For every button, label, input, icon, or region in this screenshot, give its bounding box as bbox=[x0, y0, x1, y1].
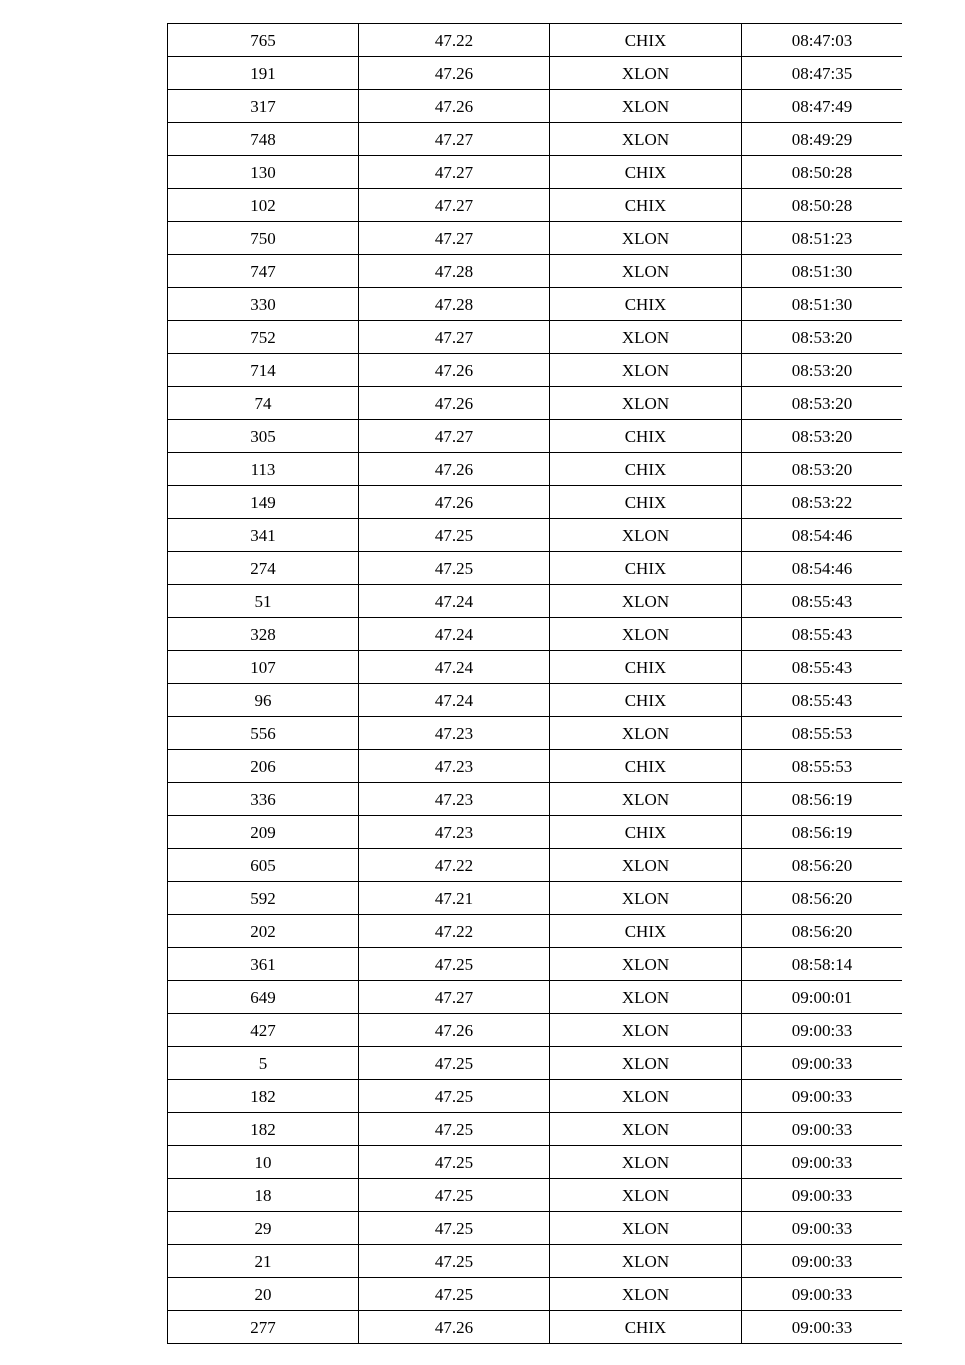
venue-cell: CHIX bbox=[550, 189, 742, 222]
price-cell: 47.28 bbox=[359, 288, 550, 321]
volume-cell: 336 bbox=[168, 783, 359, 816]
time-cell: 08:58:14 bbox=[742, 948, 903, 981]
volume-cell: 328 bbox=[168, 618, 359, 651]
venue-cell: XLON bbox=[550, 717, 742, 750]
time-cell: 08:47:03 bbox=[742, 24, 903, 57]
table-row bbox=[168, 684, 903, 717]
price-cell: 47.24 bbox=[359, 618, 550, 651]
table-row bbox=[168, 1311, 903, 1344]
time-cell: 09:00:33 bbox=[742, 1047, 903, 1080]
table-row bbox=[168, 387, 903, 420]
venue-cell: XLON bbox=[550, 354, 742, 387]
table-row bbox=[168, 1245, 903, 1278]
time-cell: 08:56:19 bbox=[742, 816, 903, 849]
volume-cell: 277 bbox=[168, 1311, 359, 1344]
volume-cell: 317 bbox=[168, 90, 359, 123]
price-cell: 47.23 bbox=[359, 816, 550, 849]
table-row bbox=[168, 156, 903, 189]
time-cell: 09:00:33 bbox=[742, 1212, 903, 1245]
table-row bbox=[168, 1047, 903, 1080]
price-cell: 47.26 bbox=[359, 1311, 550, 1344]
venue-cell: XLON bbox=[550, 1146, 742, 1179]
price-cell: 47.23 bbox=[359, 783, 550, 816]
price-cell: 47.27 bbox=[359, 222, 550, 255]
volume-cell: 592 bbox=[168, 882, 359, 915]
price-cell: 47.22 bbox=[359, 915, 550, 948]
price-cell: 47.25 bbox=[359, 948, 550, 981]
time-cell: 09:00:33 bbox=[742, 1080, 903, 1113]
table-row bbox=[168, 816, 903, 849]
venue-cell: XLON bbox=[550, 1278, 742, 1311]
time-cell: 09:00:33 bbox=[742, 1113, 903, 1146]
time-cell: 08:53:22 bbox=[742, 486, 903, 519]
venue-cell: XLON bbox=[550, 1014, 742, 1047]
venue-cell: CHIX bbox=[550, 288, 742, 321]
table-row bbox=[168, 552, 903, 585]
table-row bbox=[168, 321, 903, 354]
volume-cell: 29 bbox=[168, 1212, 359, 1245]
time-cell: 08:55:53 bbox=[742, 750, 903, 783]
volume-cell: 305 bbox=[168, 420, 359, 453]
time-cell: 08:51:23 bbox=[742, 222, 903, 255]
price-cell: 47.28 bbox=[359, 255, 550, 288]
price-cell: 47.27 bbox=[359, 189, 550, 222]
volume-cell: 5 bbox=[168, 1047, 359, 1080]
venue-cell: XLON bbox=[550, 90, 742, 123]
time-cell: 08:54:46 bbox=[742, 552, 903, 585]
table-row bbox=[168, 783, 903, 816]
volume-cell: 649 bbox=[168, 981, 359, 1014]
venue-cell: CHIX bbox=[550, 684, 742, 717]
venue-cell: XLON bbox=[550, 57, 742, 90]
venue-cell: CHIX bbox=[550, 420, 742, 453]
price-cell: 47.21 bbox=[359, 882, 550, 915]
table-row bbox=[168, 57, 903, 90]
time-cell: 09:00:01 bbox=[742, 981, 903, 1014]
volume-cell: 427 bbox=[168, 1014, 359, 1047]
venue-cell: CHIX bbox=[550, 156, 742, 189]
table-row bbox=[168, 453, 903, 486]
time-cell: 08:53:20 bbox=[742, 354, 903, 387]
venue-cell: XLON bbox=[550, 123, 742, 156]
volume-cell: 747 bbox=[168, 255, 359, 288]
price-cell: 47.26 bbox=[359, 1014, 550, 1047]
venue-cell: XLON bbox=[550, 585, 742, 618]
price-cell: 47.26 bbox=[359, 387, 550, 420]
time-cell: 08:55:43 bbox=[742, 618, 903, 651]
time-cell: 08:51:30 bbox=[742, 255, 903, 288]
venue-cell: XLON bbox=[550, 948, 742, 981]
volume-cell: 10 bbox=[168, 1146, 359, 1179]
volume-cell: 96 bbox=[168, 684, 359, 717]
table-row bbox=[168, 222, 903, 255]
venue-cell: XLON bbox=[550, 321, 742, 354]
venue-cell: CHIX bbox=[550, 486, 742, 519]
volume-cell: 107 bbox=[168, 651, 359, 684]
price-cell: 47.25 bbox=[359, 552, 550, 585]
table-row bbox=[168, 882, 903, 915]
venue-cell: XLON bbox=[550, 1047, 742, 1080]
price-cell: 47.25 bbox=[359, 1047, 550, 1080]
volume-cell: 102 bbox=[168, 189, 359, 222]
volume-cell: 605 bbox=[168, 849, 359, 882]
venue-cell: XLON bbox=[550, 1113, 742, 1146]
time-cell: 08:47:49 bbox=[742, 90, 903, 123]
table-row bbox=[168, 1179, 903, 1212]
venue-cell: XLON bbox=[550, 882, 742, 915]
table-row bbox=[168, 1080, 903, 1113]
table-row bbox=[168, 255, 903, 288]
price-cell: 47.25 bbox=[359, 1080, 550, 1113]
table-row bbox=[168, 1212, 903, 1245]
table-row bbox=[168, 486, 903, 519]
price-cell: 47.27 bbox=[359, 420, 550, 453]
time-cell: 08:51:30 bbox=[742, 288, 903, 321]
price-cell: 47.26 bbox=[359, 453, 550, 486]
venue-cell: XLON bbox=[550, 1080, 742, 1113]
time-cell: 09:00:33 bbox=[742, 1245, 903, 1278]
table-row bbox=[168, 1014, 903, 1047]
volume-cell: 113 bbox=[168, 453, 359, 486]
time-cell: 08:53:20 bbox=[742, 453, 903, 486]
volume-cell: 361 bbox=[168, 948, 359, 981]
price-cell: 47.23 bbox=[359, 717, 550, 750]
table-row bbox=[168, 519, 903, 552]
volume-cell: 556 bbox=[168, 717, 359, 750]
time-cell: 08:56:20 bbox=[742, 849, 903, 882]
price-cell: 47.23 bbox=[359, 750, 550, 783]
table-row bbox=[168, 849, 903, 882]
volume-cell: 714 bbox=[168, 354, 359, 387]
volume-cell: 274 bbox=[168, 552, 359, 585]
volume-cell: 20 bbox=[168, 1278, 359, 1311]
time-cell: 08:55:53 bbox=[742, 717, 903, 750]
venue-cell: CHIX bbox=[550, 453, 742, 486]
time-cell: 08:56:19 bbox=[742, 783, 903, 816]
time-cell: 08:53:20 bbox=[742, 420, 903, 453]
venue-cell: XLON bbox=[550, 1212, 742, 1245]
transactions-table-body bbox=[168, 24, 903, 1344]
time-cell: 08:50:28 bbox=[742, 156, 903, 189]
price-cell: 47.24 bbox=[359, 585, 550, 618]
volume-cell: 750 bbox=[168, 222, 359, 255]
table-row bbox=[168, 750, 903, 783]
venue-cell: XLON bbox=[550, 222, 742, 255]
table-row bbox=[168, 123, 903, 156]
time-cell: 08:50:28 bbox=[742, 189, 903, 222]
time-cell: 08:49:29 bbox=[742, 123, 903, 156]
transactions-table bbox=[167, 23, 902, 1344]
time-cell: 08:55:43 bbox=[742, 585, 903, 618]
venue-cell: XLON bbox=[550, 519, 742, 552]
volume-cell: 149 bbox=[168, 486, 359, 519]
venue-cell: CHIX bbox=[550, 915, 742, 948]
time-cell: 08:56:20 bbox=[742, 882, 903, 915]
price-cell: 47.25 bbox=[359, 1245, 550, 1278]
table-row bbox=[168, 354, 903, 387]
table-row bbox=[168, 24, 903, 57]
time-cell: 08:55:43 bbox=[742, 684, 903, 717]
venue-cell: XLON bbox=[550, 1179, 742, 1212]
volume-cell: 191 bbox=[168, 57, 359, 90]
volume-cell: 206 bbox=[168, 750, 359, 783]
price-cell: 47.25 bbox=[359, 1278, 550, 1311]
volume-cell: 51 bbox=[168, 585, 359, 618]
table-row bbox=[168, 90, 903, 123]
time-cell: 09:00:33 bbox=[742, 1146, 903, 1179]
price-cell: 47.24 bbox=[359, 684, 550, 717]
price-cell: 47.26 bbox=[359, 486, 550, 519]
venue-cell: XLON bbox=[550, 783, 742, 816]
time-cell: 09:00:33 bbox=[742, 1014, 903, 1047]
venue-cell: XLON bbox=[550, 387, 742, 420]
venue-cell: XLON bbox=[550, 1245, 742, 1278]
venue-cell: CHIX bbox=[550, 651, 742, 684]
time-cell: 08:55:43 bbox=[742, 651, 903, 684]
time-cell: 09:00:33 bbox=[742, 1179, 903, 1212]
venue-cell: CHIX bbox=[550, 816, 742, 849]
table-row bbox=[168, 915, 903, 948]
volume-cell: 74 bbox=[168, 387, 359, 420]
venue-cell: XLON bbox=[550, 981, 742, 1014]
price-cell: 47.24 bbox=[359, 651, 550, 684]
table-row bbox=[168, 1278, 903, 1311]
price-cell: 47.26 bbox=[359, 354, 550, 387]
price-cell: 47.26 bbox=[359, 90, 550, 123]
time-cell: 08:54:46 bbox=[742, 519, 903, 552]
table-row bbox=[168, 288, 903, 321]
price-cell: 47.25 bbox=[359, 1212, 550, 1245]
price-cell: 47.25 bbox=[359, 1179, 550, 1212]
volume-cell: 202 bbox=[168, 915, 359, 948]
venue-cell: XLON bbox=[550, 255, 742, 288]
volume-cell: 209 bbox=[168, 816, 359, 849]
table-row bbox=[168, 717, 903, 750]
price-cell: 47.27 bbox=[359, 123, 550, 156]
volume-cell: 748 bbox=[168, 123, 359, 156]
table-row bbox=[168, 189, 903, 222]
volume-cell: 18 bbox=[168, 1179, 359, 1212]
table-row bbox=[168, 585, 903, 618]
price-cell: 47.25 bbox=[359, 519, 550, 552]
price-cell: 47.27 bbox=[359, 981, 550, 1014]
venue-cell: CHIX bbox=[550, 24, 742, 57]
venue-cell: CHIX bbox=[550, 1311, 742, 1344]
time-cell: 09:00:33 bbox=[742, 1278, 903, 1311]
venue-cell: XLON bbox=[550, 849, 742, 882]
price-cell: 47.26 bbox=[359, 57, 550, 90]
table-row bbox=[168, 981, 903, 1014]
volume-cell: 752 bbox=[168, 321, 359, 354]
table-row bbox=[168, 651, 903, 684]
venue-cell: CHIX bbox=[550, 750, 742, 783]
price-cell: 47.22 bbox=[359, 24, 550, 57]
time-cell: 09:00:33 bbox=[742, 1311, 903, 1344]
table-row bbox=[168, 1146, 903, 1179]
time-cell: 08:47:35 bbox=[742, 57, 903, 90]
price-cell: 47.22 bbox=[359, 849, 550, 882]
price-cell: 47.25 bbox=[359, 1113, 550, 1146]
volume-cell: 182 bbox=[168, 1080, 359, 1113]
price-cell: 47.27 bbox=[359, 156, 550, 189]
time-cell: 08:53:20 bbox=[742, 321, 903, 354]
table-row bbox=[168, 618, 903, 651]
volume-cell: 130 bbox=[168, 156, 359, 189]
venue-cell: XLON bbox=[550, 618, 742, 651]
volume-cell: 21 bbox=[168, 1245, 359, 1278]
table-row bbox=[168, 948, 903, 981]
table-row bbox=[168, 1113, 903, 1146]
time-cell: 08:53:20 bbox=[742, 387, 903, 420]
price-cell: 47.27 bbox=[359, 321, 550, 354]
volume-cell: 330 bbox=[168, 288, 359, 321]
volume-cell: 182 bbox=[168, 1113, 359, 1146]
price-cell: 47.25 bbox=[359, 1146, 550, 1179]
venue-cell: CHIX bbox=[550, 552, 742, 585]
time-cell: 08:56:20 bbox=[742, 915, 903, 948]
table-row bbox=[168, 420, 903, 453]
volume-cell: 765 bbox=[168, 24, 359, 57]
volume-cell: 341 bbox=[168, 519, 359, 552]
